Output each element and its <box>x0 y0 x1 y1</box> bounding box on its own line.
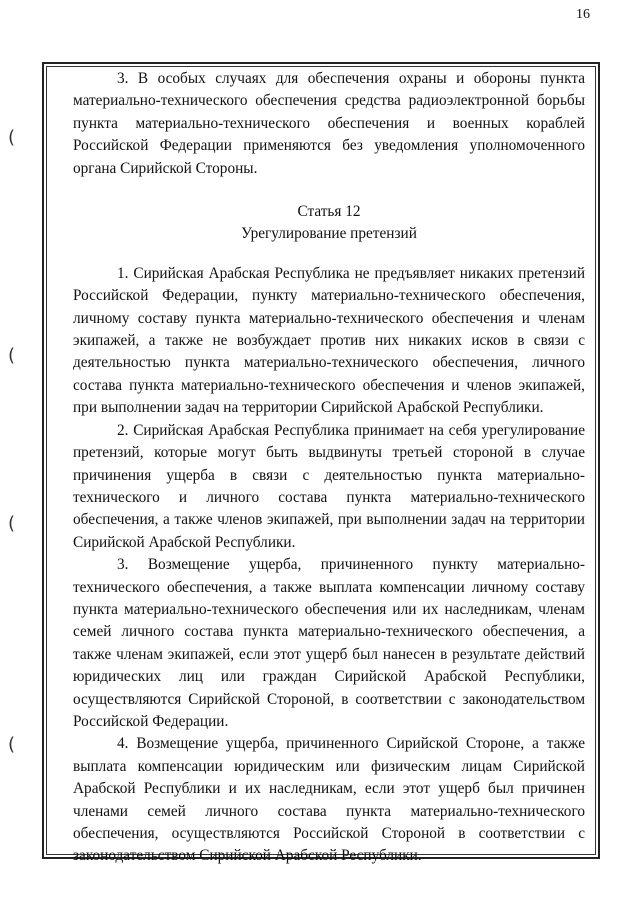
document-body <box>73 68 585 868</box>
paragraph-3-continuation: 3. В особых случаях для обеспечения охраны и обороны пункта материально-технического обеспечения средства радиоэлектронной борьбы пункта материально-технического обеспечения и военных кораблей Российской Федерации применяются без уведомления уполномоченного органа Сирийской Стороны. <box>73 70 585 177</box>
margin-bracket-mark: ( <box>8 127 16 148</box>
paragraph-4: 4. Возмещение ущерба, причиненного Сирийской Стороне, а также выплата компенсации юридическим или физическим лицам Сирийской Арабской Республики и их наследникам, если этот ущерб был причинен членами семей личного состава пункта материально-технического обеспечения, осуществляются Российской Стороной в соответствии с законодательством Сирийской Арабской Республики. <box>73 735 585 865</box>
paragraph-2: 2. Сирийская Арабская Республика принимает на себя урегулирование претензий, которые могут быть выдвинуты третьей стороной в случае причинения ущерба в связи с деятельностью пункта материально-технического и личного состава пункта материально-технического обеспечения, а также членов экипажей, при выполнении задач на территории Сирийской Арабской Республики. <box>73 421 585 551</box>
article-number: Статья 12 <box>297 203 361 221</box>
margin-bracket-mark: ( <box>8 513 16 534</box>
paragraph-1: 1. Сирийская Арабская Республика не предъявляет никаких претензий Российской Федерации, пункту материально-технического обеспечения, личному составу пункта материально-технического обеспечения и членам экипажей, а также не возбуждает против них никаких исков в связи с деятельностью пункта материально-технического обеспечения, личного состава пункта материально-технического обеспечения и членов экипажей, при выполнении задач на территории Сирийской Арабской Республики. <box>73 264 585 417</box>
article-title: Урегулирование претензий <box>241 225 417 243</box>
margin-bracket-mark: ( <box>8 734 16 755</box>
page-number: 16 <box>576 7 590 22</box>
paragraph-3: 3. Возмещение ущерба, причиненного пункту материально-технического обеспечения, а также выплата компенсации личному составу пункта материально-технического обеспечения или их наследникам, членам семей личного состава пункта материально-технического обеспечения, а также членам экипажей, если этот ущерб был нанесен в результате действий юридических лиц или граждан Сирийской Арабской Республики, осуществляются Сирийской Стороной, в соответствии с законодательством Российской Федерации. <box>73 556 585 730</box>
margin-bracket-mark: ( <box>8 345 16 366</box>
